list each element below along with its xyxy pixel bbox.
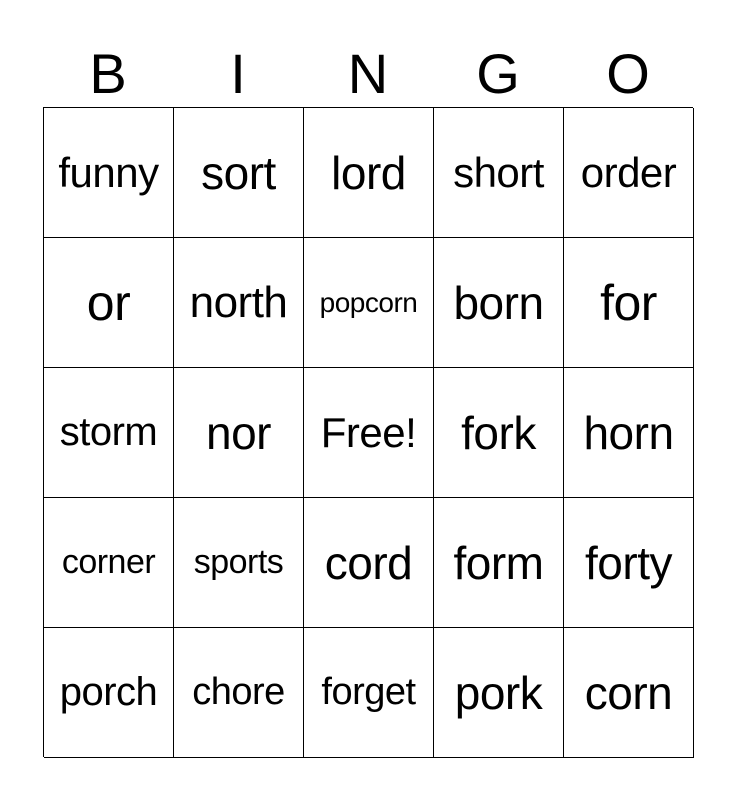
header-letter-i: I [230,42,246,105]
bingo-cell: fork [434,368,564,498]
header-letter-b: B [89,42,127,105]
bingo-cell: cord [304,498,434,628]
bingo-cell: born [434,238,564,368]
bingo-cell: order [564,108,694,238]
header-letter-o: O [606,42,650,105]
bingo-cell: north [174,238,304,368]
header-letter-n: N [347,42,389,105]
bingo-board [43,107,693,757]
bingo-cell: lord [304,108,434,238]
bingo-cell: or [44,238,174,368]
bingo-cell: corn [564,628,694,758]
bingo-cell: forty [564,498,694,628]
bingo-cell: porch [44,628,174,758]
bingo-cell bingo-free-cell: Free! [304,368,434,498]
bingo-cell: funny [44,108,174,238]
bingo-cell: nor [174,368,304,498]
bingo-cell: storm [44,368,174,498]
bingo-cell: chore [174,628,304,758]
bingo-cell: corner [44,498,174,628]
bingo-cell: pork [434,628,564,758]
bingo-cell: sports [174,498,304,628]
bingo-header [43,40,693,108]
bingo-cell: form [434,498,564,628]
bingo-cell: horn [564,368,694,498]
bingo-cell: sort [174,108,304,238]
bingo-cell: forget [304,628,434,758]
bingo-cell: for [564,238,694,368]
bingo-cell: short [434,108,564,238]
bingo-cell: popcorn [304,238,434,368]
header-letter-g: G [476,42,520,105]
